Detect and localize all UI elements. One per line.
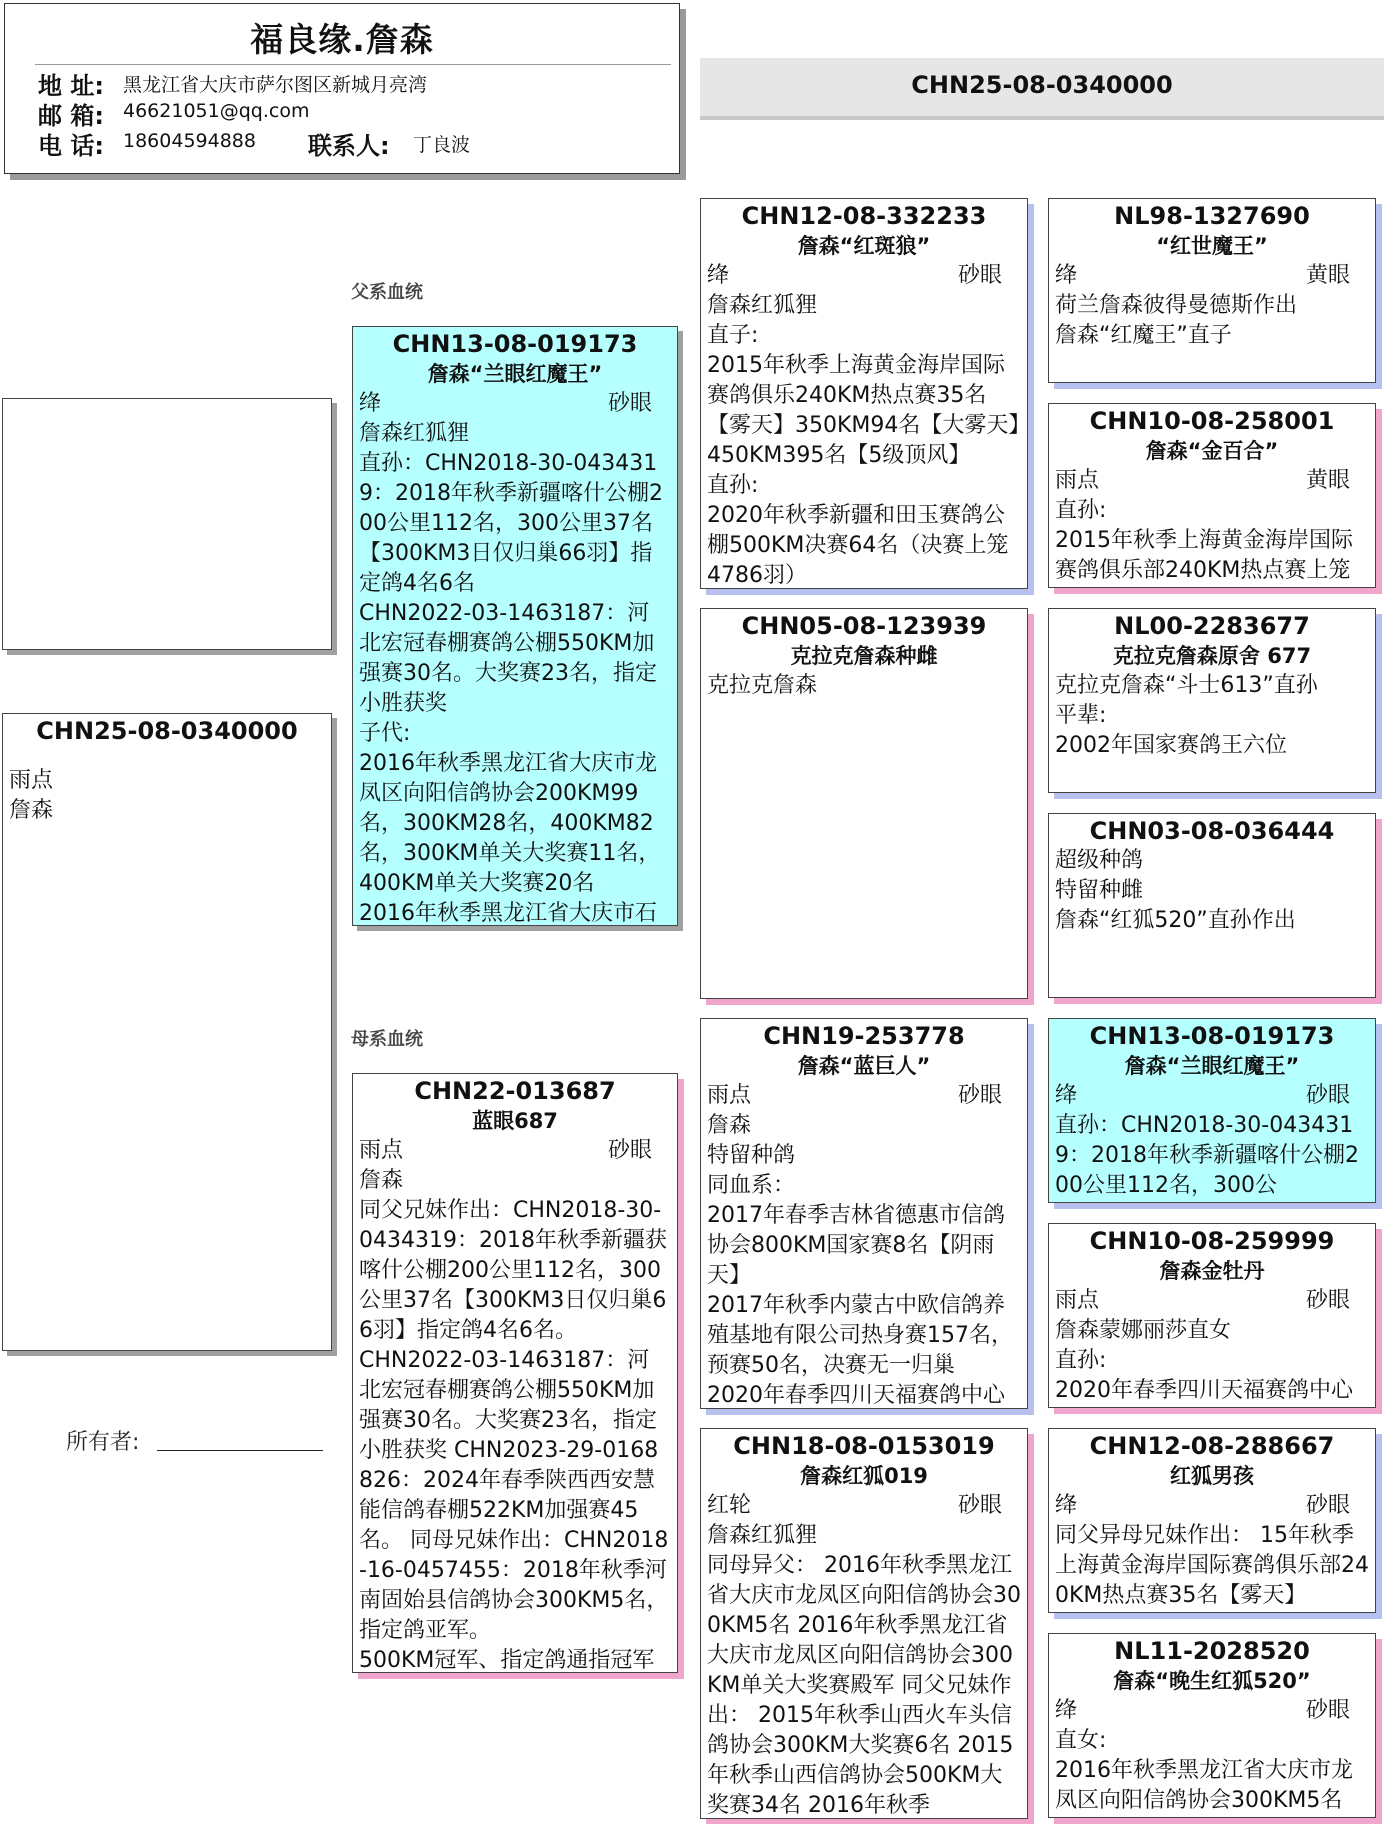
dam-dam-color-eye-row <box>701 1491 1027 1521</box>
dam-sire-ring: CHN19-253778 <box>763 1022 965 1050</box>
sire-sire-strain: 詹森红狐狸 <box>707 293 818 318</box>
sss-ring: NL98-1327690 <box>1114 202 1310 230</box>
dam-line-label: 母系血统 <box>351 1029 423 1050</box>
photo-placeholder <box>2 398 332 650</box>
contact-label: 联系人: <box>308 132 390 160</box>
dam-dam-ring: CHN18-08-0153019 <box>733 1432 995 1460</box>
sire-sire-color: 绛 <box>707 263 730 288</box>
dss-color-eye-row <box>1049 1081 1375 1111</box>
dam-sire-eye: 砂眼 <box>957 1083 1002 1108</box>
sire-dam-strain: 克拉克詹森 <box>707 673 818 698</box>
ssd-color-eye-row <box>1049 466 1375 496</box>
sire-sire-name: 詹森“红斑狼” <box>797 234 931 258</box>
sire-sire-notes: 直子: 2015年秋季上海黄金海岸国际赛鸽俱乐240KM热点赛35名【雾天】350KM94名【大雾天】450KM395名【5级顶风】 直孙: 2020年秋季新疆和田玉赛鸽公棚500KM决赛64名（决赛上笼4786羽） <box>707 323 1020 588</box>
breeder-header <box>4 3 680 174</box>
dsd-card <box>1048 1223 1376 1408</box>
sdd-notes: 特留种雌 詹森“红狐520”直孙作出 <box>1055 878 1296 933</box>
dam-card <box>352 1073 678 1673</box>
dss-ring: CHN13-08-019173 <box>1089 1022 1335 1050</box>
dam-color-eye-row <box>353 1136 677 1166</box>
dss-name: 詹森“兰眼红魔王” <box>1124 1054 1300 1078</box>
owner-signature-line[interactable] <box>157 1450 323 1451</box>
dss-notes: 直孙：CHN2018-30-0434319：2018年秋季新疆喀什公棚200公里112名，300公 <box>1055 1113 1359 1198</box>
ring-banner <box>700 58 1384 116</box>
dam-sire-color-eye-row <box>701 1081 1027 1111</box>
dam-color: 雨点 <box>359 1138 404 1163</box>
dam-name: 蓝眼687 <box>472 1109 558 1133</box>
contact-value: 丁良波 <box>413 134 471 156</box>
sire-color-eye-row <box>353 389 677 419</box>
sss-color: 绛 <box>1055 263 1078 288</box>
ssd-eye: 黄眼 <box>1305 468 1350 493</box>
dsd-color-eye-row <box>1049 1286 1375 1316</box>
dam-sire-notes: 特留种鸽 同血系： 2017年春季吉林省德惠市信鸽协会800KM国家赛8名【阴雨天】 2017年秋季内蒙古中欧信鸽养殖基地有限公司热身赛157名，预赛50名，决赛无一归巢 2020年春季四川天福赛鸽中心 <box>707 1143 1013 1408</box>
ddd-name: 詹森“晚生红狐520” <box>1113 1669 1311 1693</box>
dam-sire-strain: 詹森 <box>707 1113 752 1138</box>
owner-label: 所有者: <box>66 1430 140 1455</box>
dam-eye: 砂眼 <box>607 1138 652 1163</box>
address-label: 地 址: <box>38 72 104 100</box>
dss-eye: 砂眼 <box>1305 1083 1350 1108</box>
dam-ring: CHN22-013687 <box>414 1077 616 1105</box>
sire-dam-card <box>700 608 1028 999</box>
sire-ring: CHN13-08-019173 <box>392 330 638 358</box>
ddd-notes: 直女: 2016年秋季黑龙江省大庆市龙凤区向阳信鸽协会300KM5名 <box>1055 1728 1353 1813</box>
dds-name: 红狐男孩 <box>1170 1464 1254 1488</box>
subject-ring: CHN25-08-0340000 <box>36 717 298 745</box>
ddd-color-eye-row <box>1049 1696 1375 1726</box>
dsd-color: 雨点 <box>1055 1288 1100 1313</box>
dam-notes: 同父兄妹作出：CHN2018-30-0434319：2018年秋季新疆获喀什公棚200公里112名，300公里37名【300KM3日仅归巢66羽】指定鸽4名6名。 CHN2022-03-1463187：河北宏冠春棚赛鸽公棚550KM加强赛30名。大奖赛23名，指定小胜获奖 CHN2023-29-0168826：2024年春季陕西西安慧能信鸽春棚522KM加强赛45名。 同母兄妹作出：CHN2018-16-0457455：2018年秋季河南固始县信鸽协会300KM5名，指定鸽亚军。 500KM冠军、指定鸽通指冠军 <box>359 1198 669 1673</box>
ssd-card <box>1048 403 1376 588</box>
sire-eye: 砂眼 <box>607 391 652 416</box>
sire-sire-card <box>700 198 1028 589</box>
sire-dam-name: 克拉克詹森种雌 <box>790 644 938 668</box>
ssd-name: 詹森“金百合” <box>1145 439 1279 463</box>
sire-sire-color-eye-row <box>701 261 1027 291</box>
sire-sire-ring: CHN12-08-332233 <box>741 202 987 230</box>
dam-dam-eye: 砂眼 <box>957 1493 1002 1518</box>
dsd-eye: 砂眼 <box>1305 1288 1350 1313</box>
dss-card <box>1048 1018 1376 1203</box>
sire-sire-eye: 砂眼 <box>957 263 1002 288</box>
dds-eye: 砂眼 <box>1305 1493 1350 1518</box>
dam-dam-notes: 同母异父： 2016年秋季黑龙江省大庆市龙凤区向阳信鸽协会300KM5名 2016年秋季黑龙江省大庆市龙凤区向阳信鸽协会300KM单关大奖赛殿军 同父兄妹作出： 2015年秋季山西火车头信鸽协会300KM大奖赛6名 2015年秋季山西信鸽协会500KM大奖赛34名 2016年秋季 <box>707 1553 1021 1818</box>
dds-ring: CHN12-08-288667 <box>1089 1432 1335 1460</box>
dam-dam-color: 红轮 <box>707 1493 752 1518</box>
dds-color-eye-row <box>1049 1491 1375 1521</box>
dam-sire-card <box>700 1018 1028 1409</box>
sdd-card <box>1048 813 1376 998</box>
header-divider <box>35 64 671 65</box>
dam-sire-name: 詹森“蓝巨人” <box>797 1054 931 1078</box>
ssd-ring: CHN10-08-258001 <box>1089 407 1335 435</box>
ssd-notes: 直孙: 2015年秋季上海黄金海岸国际赛鸽俱乐部240KM热点赛上笼 <box>1055 498 1353 583</box>
ddd-eye: 砂眼 <box>1305 1698 1350 1723</box>
phone-label: 电 话: <box>38 132 104 160</box>
sire-line-label: 父系血统 <box>351 282 423 303</box>
sds-card <box>1048 608 1376 793</box>
sire-name: 詹森“兰眼红魔王” <box>427 362 603 386</box>
dam-dam-card <box>700 1428 1028 1819</box>
subject-card <box>2 713 332 1351</box>
ring-banner-text: CHN25-08-0340000 <box>911 71 1173 99</box>
sss-name: “红世魔王” <box>1156 234 1268 258</box>
ddd-color: 绛 <box>1055 1698 1078 1723</box>
sss-color-eye-row <box>1049 261 1375 291</box>
loft-title: 福良缘.詹森 <box>250 20 434 59</box>
email-label: 邮 箱: <box>38 102 104 130</box>
sdd-strain: 超级种鸽 <box>1055 848 1144 873</box>
sds-ring: NL00-2283677 <box>1114 612 1310 640</box>
dam-sire-color: 雨点 <box>707 1083 752 1108</box>
sds-name: 克拉克詹森原舍 677 <box>1112 644 1312 668</box>
address-value: 黑龙江省大庆市萨尔图区新城月亮湾 <box>123 74 428 96</box>
sdd-ring: CHN03-08-036444 <box>1089 817 1335 845</box>
sss-strain: 荷兰詹森彼得曼德斯作出 <box>1055 293 1298 318</box>
dam-strain: 詹森 <box>359 1168 404 1193</box>
dsd-strain: 詹森蒙娜丽莎直女 <box>1055 1318 1232 1343</box>
sire-strain: 詹森红狐狸 <box>359 421 470 446</box>
sss-notes: 詹森“红魔王”直子 <box>1055 323 1232 348</box>
subject-color: 雨点 <box>9 768 54 793</box>
sss-eye: 黄眼 <box>1305 263 1350 288</box>
sire-card <box>352 326 678 926</box>
sire-color: 绛 <box>359 391 382 416</box>
dsd-name: 詹森金牡丹 <box>1159 1259 1265 1283</box>
ddd-ring: NL11-2028520 <box>1114 1637 1310 1665</box>
dds-color: 绛 <box>1055 1493 1078 1518</box>
sds-strain: 克拉克詹森“斗士613”直孙 <box>1055 673 1318 698</box>
phone-value: 18604594888 <box>123 130 256 152</box>
subject-strain: 詹森 <box>9 798 54 823</box>
sire-dam-ring: CHN05-08-123939 <box>741 612 987 640</box>
ssd-color: 雨点 <box>1055 468 1100 493</box>
sire-notes: 直孙：CHN2018-30-0434319：2018年秋季新疆喀什公棚200公里112名，300公里37名【300KM3日仅归巢66羽】指定鸽4名6名 CHN2022-03-1463187：河北宏冠春棚赛鸽公棚550KM加强赛30名。大奖赛23名，指定小胜获奖 子代: 2016年秋季黑龙江省大庆市龙凤区向阳信鸽协会200KM99名，300KM28名，400KM82名，300KM单关大奖赛11名，400KM单关大奖赛20名 2016年秋季黑龙江省大庆市石 <box>359 451 663 926</box>
dsd-notes: 直孙: 2020年春季四川天福赛鸽中心 <box>1055 1348 1353 1403</box>
dam-dam-strain: 詹森红狐狸 <box>707 1523 818 1548</box>
dam-dam-name: 詹森红狐019 <box>800 1464 928 1488</box>
email-value[interactable]: 46621051@qq.com <box>123 100 310 122</box>
sds-notes: 平辈: 2002年国家赛鸽王六位 <box>1055 703 1287 758</box>
ddd-card <box>1048 1633 1376 1818</box>
dss-color: 绛 <box>1055 1083 1078 1108</box>
sss-card <box>1048 198 1376 383</box>
dsd-ring: CHN10-08-259999 <box>1089 1227 1335 1255</box>
dds-notes: 同父异母兄妹作出： 15年秋季上海黄金海岸国际赛鸽俱乐部240KM热点赛35名【雾天】 <box>1055 1523 1369 1608</box>
dds-card <box>1048 1428 1376 1613</box>
